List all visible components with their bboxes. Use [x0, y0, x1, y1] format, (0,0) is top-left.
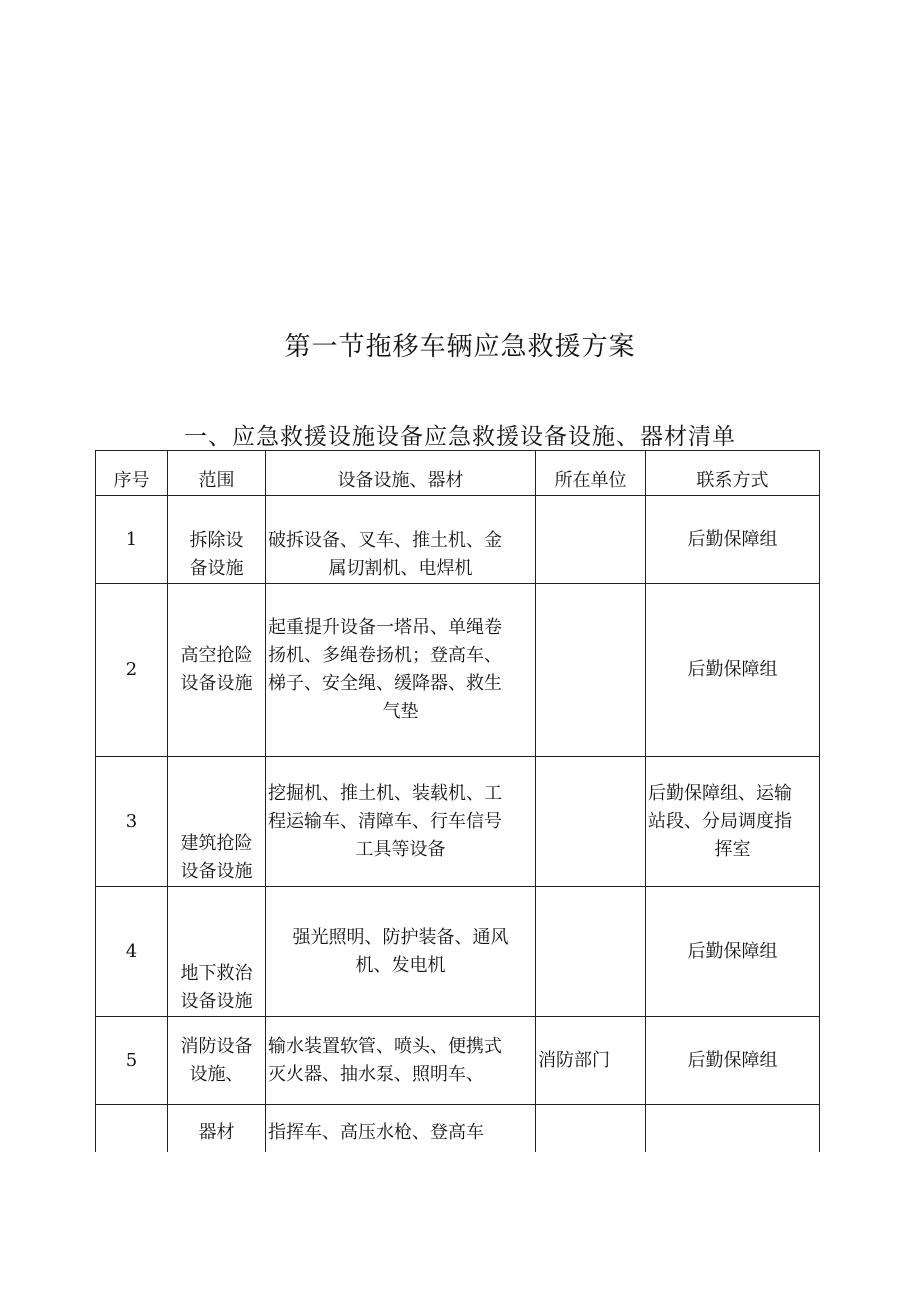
scope-line: 设备设施: [180, 991, 253, 1012]
table-row: [96, 887, 820, 1017]
equipment-line: 破拆设备、叉车、推土机、金: [268, 530, 502, 551]
row-scope: [168, 757, 266, 887]
row-unit: [536, 584, 646, 757]
equipment-table: [95, 450, 820, 1185]
equipment-line: 机、发电机: [355, 954, 446, 976]
contact-line: 后勤保障组: [687, 528, 778, 550]
contact-line: 挥室: [714, 838, 751, 860]
row-contact: [646, 1017, 820, 1105]
equipment-line: 灭火器、抽水泵、照明车、: [268, 1063, 484, 1085]
row-equipment: [266, 1017, 536, 1105]
equipment-line: 梯子、安全绳、缓降器、救生: [268, 673, 502, 694]
header-equipment: 设备设施、器材: [266, 451, 536, 496]
scope-line: 设备设施: [180, 673, 253, 694]
contact-line: 后勤保障组: [687, 659, 778, 680]
header-no: 序号: [96, 451, 168, 496]
row-unit: [536, 887, 646, 1017]
contact-line: 后勤保障组: [687, 940, 778, 962]
section-heading: 一、应急救援设施设备应急救援设备设施、器材清单: [184, 424, 736, 450]
equipment-line: 强光照明、防护装备、通风: [292, 926, 509, 948]
equipment-line: 输水装置软管、喷头、便携式: [268, 1035, 502, 1057]
row-equipment: [266, 757, 536, 887]
contact-line: 后勤保障组、运输: [648, 782, 792, 804]
row-no: 1: [96, 496, 168, 584]
table-row: [96, 496, 820, 584]
row-unit: 消防部门: [536, 1017, 646, 1105]
equipment-line: 扬机、多绳卷扬机；登高车、: [268, 645, 502, 666]
equipment-line: 属切割机、电焊机: [328, 558, 473, 579]
header-unit: 所在单位: [536, 451, 646, 496]
contact-line: 后勤保障组: [687, 1049, 778, 1071]
row-no: 4: [96, 887, 168, 1017]
scope-line: 备设施: [189, 558, 244, 579]
row-unit: [536, 757, 646, 887]
row-contact: [646, 496, 820, 584]
row-unit: [536, 496, 646, 584]
page-bottom-margin: [0, 1152, 920, 1312]
row-no: 5: [96, 1017, 168, 1105]
row-equipment: [266, 887, 536, 1017]
equipment-line: 程运输车、清障车、行车信号: [268, 810, 502, 832]
header-contact: 联系方式: [646, 451, 820, 496]
scope-line: 地下救治: [180, 963, 253, 984]
equipment-line: 起重提升设备一塔吊、单绳卷: [268, 617, 502, 638]
page-title: 第一节拖移车辆应急救援方案: [284, 332, 636, 362]
row-scope: [168, 1017, 266, 1105]
table-row: [96, 584, 820, 757]
table-header-row: [96, 451, 820, 496]
equipment-line: 指挥车、高压水枪、登高车: [268, 1122, 484, 1143]
equipment-line: 工具等设备: [355, 838, 446, 860]
scope-line: 器材: [198, 1122, 235, 1143]
scope-line: 拆除设: [189, 530, 244, 551]
row-equipment: [266, 496, 536, 584]
scope-line: 消防设备: [180, 1035, 253, 1057]
row-scope: [168, 584, 266, 757]
scope-line: 高空抢险: [180, 645, 253, 666]
header-scope: 范围: [168, 451, 266, 496]
equipment-line: 气垫: [382, 701, 419, 722]
scope-line: 建筑抢险: [180, 833, 253, 854]
row-contact: [646, 757, 820, 887]
row-no: 3: [96, 757, 168, 887]
table-row: [96, 1017, 820, 1105]
scope-line: 设施、: [189, 1063, 244, 1085]
row-scope: [168, 887, 266, 1017]
row-scope: [168, 496, 266, 584]
scope-line: 设备设施: [180, 861, 253, 882]
equipment-line: 挖掘机、推土机、装载机、工: [268, 782, 502, 804]
row-no: 2: [96, 584, 168, 757]
row-equipment: [266, 584, 536, 757]
row-contact: [646, 584, 820, 757]
table-row: [96, 757, 820, 887]
contact-line: 站段、分局调度指: [648, 810, 792, 832]
row-contact: [646, 887, 820, 1017]
